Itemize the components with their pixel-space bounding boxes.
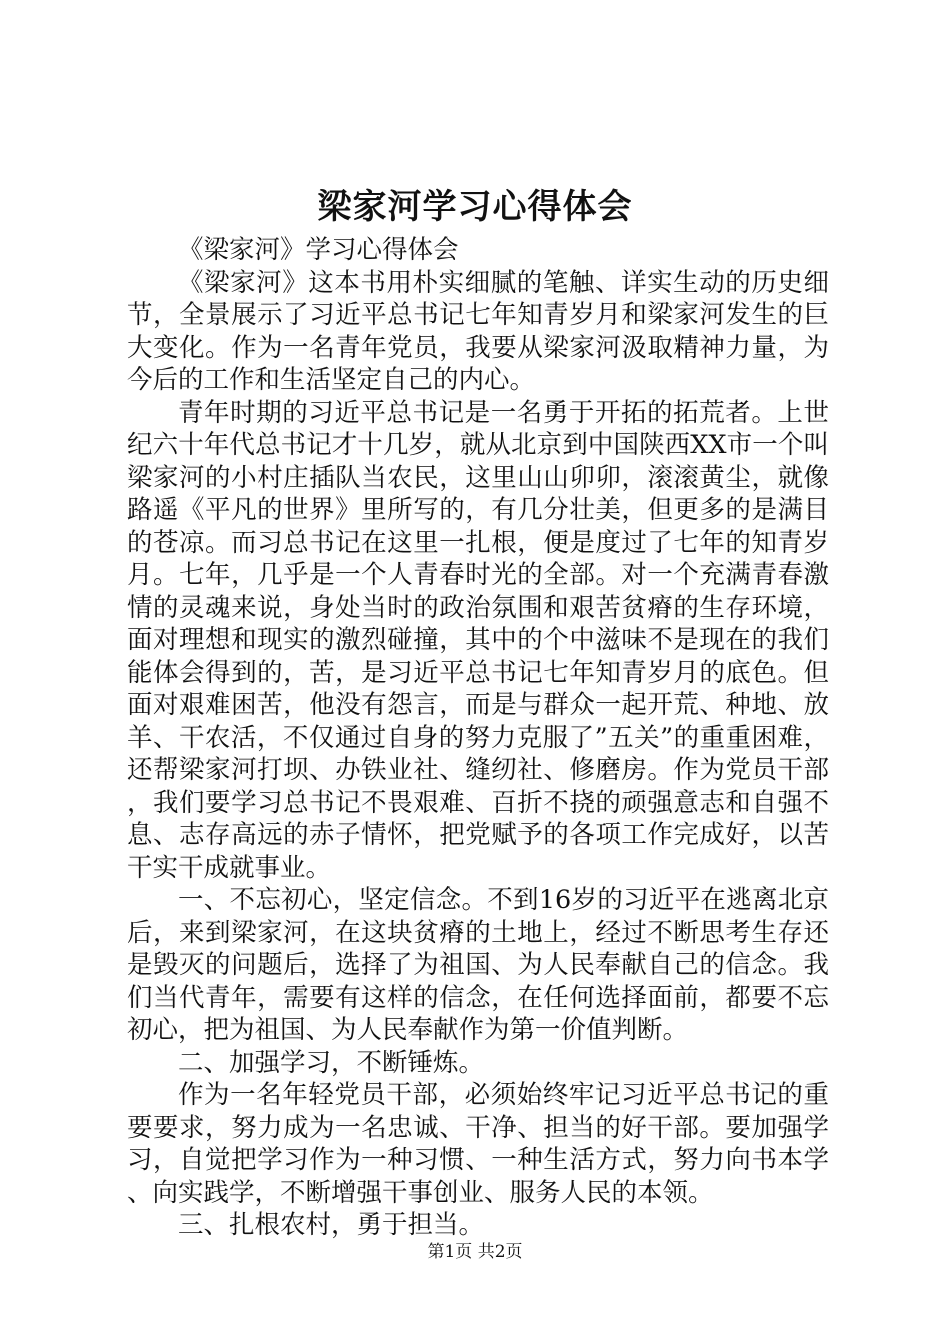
paragraph-intro: 《梁家河》这本书用朴实细腻的笔触、详实生动的历史细节，全景展示了习近平总书记七年知青岁月和梁家河发生的巨大变化。作为一名青年党员，我要从梁家河汲取精神力量，为今后的工作和生活坚定自己的内心。 xyxy=(127,267,829,395)
document-body xyxy=(127,234,829,1242)
paragraph-subtitle: 《梁家河》学习心得体会 xyxy=(178,235,459,265)
page-number-footer: 第1页 共2页 xyxy=(427,1242,523,1262)
document-title: 梁家河学习心得体会 xyxy=(317,187,633,227)
paragraph-youth: 青年时期的习近平总书记是一名勇于开拓的拓荒者。上世纪六十年代总书记才十几岁，就从北京到中国陕西XX市一个叫梁家河的小村庄插队当农民，这里山山卯卯，滚滚黄尘，就像路遥《平凡的世界》里所写的，有几分壮美，但更多的是满目的苍凉。而习总书记在这里一扎根，便是度过了七年的知青岁月。七年，几乎是一个人青春时光的全部。对一个充满青春激情的灵魂来说，身处当时的政治氛围和艰苦贫瘠的生存环境，面对理想和现实的激烈碰撞，其中的个中滋味不是现在的我们能体会得到的，苦，是习近平总书记七年知青岁月的底色。但面对艰难困苦，他没有怨言，而是与群众一起开荒、种地、放羊、干农活，不仅通过自身的努力克服了”五关”的重重困难，还帮梁家河打坝、办铁业社、缝纫社、修磨房。作为党员干部，我们要学习总书记不畏艰难、百折不挠的顽强意志和自强不息、志存高远的赤子情怀，把党赋予的各项工作完成好，以苦干实干成就事业。 xyxy=(127,397,829,883)
paragraph-point-two-heading: 二、加强学习，不断锤炼。 xyxy=(178,1047,485,1078)
paragraph-point-one: 一、不忘初心，坚定信念。不到16岁的习近平在逃离北京后，来到梁家河，在这块贫瘠的土地上，经过不断思考生存还是毁灭的问题后，选择了为祖国、为人民奉献自己的信念。我们当代青年，需要有这样的信念，在任何选择面前，都要不忘初心，把为祖国、为人民奉献作为第一价值判断。 xyxy=(127,885,829,1045)
paragraph-point-two-body: 作为一名年轻党员干部，必须始终牢记习近平总书记的重要要求，努力成为一名忠诚、干净、担当的好干部。要加强学习，自觉把学习作为一种习惯、一种生活方式，努力向书本学、向实践学，不断增强干事创业、服务人民的本领。 xyxy=(127,1080,829,1208)
paragraph-point-three-heading: 三、扎根农村，勇于担当。 xyxy=(178,1210,485,1240)
